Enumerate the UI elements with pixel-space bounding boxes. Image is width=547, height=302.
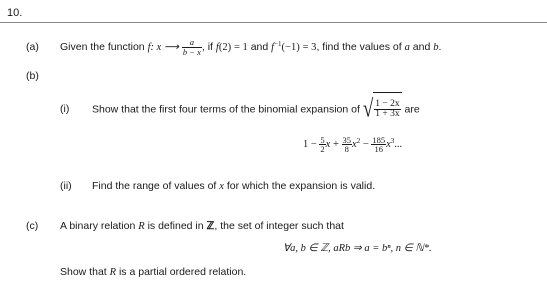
part-c-text bbox=[60, 220, 344, 232]
part-c-mid: is defined in bbox=[147, 220, 204, 232]
part-b-ii-end: for which the expansion is valid. bbox=[226, 180, 376, 192]
part-b-i-label: (i) bbox=[60, 103, 70, 115]
text-and: and bbox=[250, 41, 269, 53]
expansion-term0: 1 − bbox=[303, 139, 317, 150]
var-x: x bbox=[219, 181, 224, 192]
part-b-ii-intro: Find the range of values of bbox=[92, 180, 217, 192]
part-c-show bbox=[60, 266, 246, 278]
part-a-text bbox=[60, 34, 441, 61]
set-Z: ℤ bbox=[206, 221, 215, 232]
term3-den: 16 bbox=[371, 144, 386, 154]
var-b: b bbox=[433, 42, 439, 53]
cond2-rhs: = 3 bbox=[302, 42, 317, 53]
part-a-label: (a) bbox=[26, 41, 39, 53]
sqrt-denominator: 1 + 3x bbox=[375, 109, 400, 120]
text-and2: and bbox=[412, 41, 431, 53]
part-b-ii-text bbox=[92, 180, 375, 192]
term2-var: x bbox=[352, 139, 357, 150]
show-end: is a partial ordered relation. bbox=[118, 266, 247, 278]
part-c-label: (c) bbox=[26, 220, 39, 232]
relation-definition: ∀a, b ∈ ℤ, aRb ⇒ a = bⁿ, n ∈ ℕ*. bbox=[283, 243, 432, 254]
mapping-lhs: : x ⟶ bbox=[150, 42, 179, 53]
part-b-i-intro: Show that the first four terms of the binomial expansion of bbox=[92, 103, 360, 116]
show-intro: Show that bbox=[60, 266, 107, 278]
fraction-denominator: b − x bbox=[182, 46, 201, 57]
cond1-rhs: = 1 bbox=[234, 42, 248, 53]
expansion-dots: ... bbox=[394, 139, 403, 150]
term3-var: x bbox=[386, 139, 391, 150]
function-symbol: f bbox=[147, 42, 151, 53]
term2-power: 2 bbox=[356, 137, 361, 145]
term2-fraction bbox=[342, 136, 353, 154]
sqrt-icon: √ bbox=[362, 95, 374, 124]
text-find: , find the values of bbox=[316, 41, 402, 53]
term2-den: 8 bbox=[342, 144, 353, 154]
cond2-f: f bbox=[271, 42, 275, 53]
minus-sign: − bbox=[362, 139, 369, 150]
period: . bbox=[438, 41, 442, 53]
part-b-label: (b) bbox=[26, 70, 39, 82]
term1-den: 2 bbox=[320, 144, 325, 155]
plus-sign: + bbox=[332, 139, 339, 150]
term2-num: 35 bbox=[342, 134, 352, 145]
term3-num: 185 bbox=[372, 134, 386, 145]
cond2-arg: (−1) bbox=[281, 42, 300, 53]
term1-var: x bbox=[325, 139, 331, 150]
cond1-arg: (2) bbox=[218, 42, 232, 53]
fraction-numerator: a bbox=[189, 37, 194, 48]
header-divider bbox=[0, 22, 547, 23]
show-var-R: R bbox=[109, 267, 117, 278]
sqrt-expression bbox=[363, 92, 402, 127]
part-b-ii-label: (ii) bbox=[60, 180, 72, 192]
text-are: are bbox=[404, 103, 420, 116]
var-R: R bbox=[138, 221, 145, 232]
question-number: 10. bbox=[7, 7, 23, 19]
term1-num: 5 bbox=[320, 134, 325, 145]
cond1-f: f bbox=[215, 42, 219, 53]
part-b-i-text bbox=[92, 92, 420, 127]
cond2-inverse-sup: −1 bbox=[274, 40, 282, 48]
sqrt-numerator: 1 − 2x bbox=[375, 98, 400, 109]
expansion-result bbox=[303, 130, 402, 160]
term3-power: 3 bbox=[390, 137, 395, 145]
var-a: a bbox=[404, 42, 410, 53]
function-fraction bbox=[182, 38, 202, 56]
part-a-intro: Given the function bbox=[60, 41, 145, 53]
part-c-end: , the set of integer such that bbox=[214, 220, 344, 232]
term3-fraction bbox=[371, 136, 386, 154]
text-if: , if bbox=[201, 41, 213, 53]
part-c-intro: A binary relation bbox=[60, 220, 136, 232]
